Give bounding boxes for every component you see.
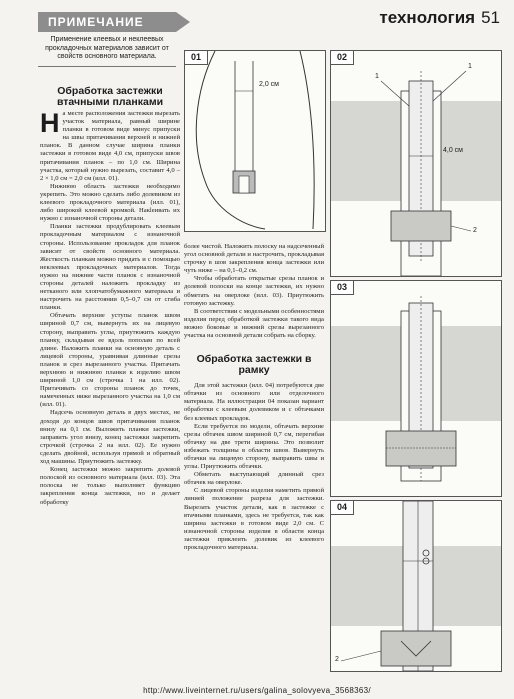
text-column-2 <box>184 243 324 552</box>
paragraph: Чтобы обработать открытые срезы планок и долевой полоски на конце застежки, их нужно обметать на оверлоке (илл. 03). Приутюжить готовую застежку. <box>184 275 324 307</box>
figure-04-drawing <box>331 501 501 671</box>
paragraph: а месте расположения застежки вырезать участок материала, равный ширине планки в готовом виде минус припуски на швы притачивания верхней и нижней планок. В данном случае ширина планки застежки в готовом виде 4,0 см, припуски швов притачивания планок – по 1,0 см. Ширина участка, который нужно вырезать, составит 4,0 – 2 × 1,0 см = 2,0 см (илл. 01). <box>40 110 180 182</box>
paragraph: Нижнюю область застежки необходимо укрепить. Это можно сделать либо долевиком из клеевого прокладочного материала (илл. 01), либо широкой клеевой кромкой. Накleивать их нужно с изнаночной стороны детали. <box>40 182 180 223</box>
paragraph: Надсечь основную деталь в двух местах, не доходя до концов швов притачивания планок внизу на 0,1 см. Выложить планки застежки, заправить угол внизу, конец застежки закрепить строчкой (строчка 2 на илл. 02). Ее нужно сделать двойной, используя прямой и обратный ход машины. Приутюжить застежку. <box>40 409 180 466</box>
dropcap: Н <box>40 108 60 138</box>
page-header <box>379 8 500 28</box>
figure-number: 03 <box>331 281 354 295</box>
figure-number: 04 <box>331 501 354 515</box>
callout-2: 2 <box>473 227 477 234</box>
paragraph: С лицевой стороны изделия наметить прямой линией положение разреза для застежки. Вырезать участок детали, как в застежке с втачными планками, здесь не требуется, так как ширина застежки в готовом виде 2,0 см. С изнаночной стороны изделия в области конца застежки приклеить долевик из клеевого прокладочного материала. <box>184 487 324 551</box>
figure-number: 01 <box>185 51 208 65</box>
paragraph: более чистой. Наложить полоску на надсеченный угол основной детали и настрочить, прокладывая строчку в шов закрепления конца застежки или чуть ниже – на 0,1–0,2 см. <box>184 243 324 275</box>
paragraph: Обтачать верхние уступы планок швом шириной 0,7 см, вывернуть их на лицевую сторону, выправить углы, приутюжить каждую планку, складывая ее вдоль пополам по всей длине. Наложить планки на основную деталь с лицевой стороны, уравнивая длинные срезы планок и срез вырезанного участка. Притачать верхнюю и нижнюю планки к изделию швом шириной 1,0 см (строчка 1 на илл. 02). Притачивать со стороны планок до точек, намеченных ниже вырезанного участка на 1,0 см (илл. 01). <box>40 312 180 409</box>
dimension-label: 2,0 см <box>259 81 279 88</box>
paragraph: Конец застежки можно закрепить долевой полоской из основного материала (илл. 03). Эта полоска не только выполняет функцию закрепления конца застежки, но и делает обработку <box>40 466 180 506</box>
callout-1: 1 <box>375 73 379 80</box>
figure-03-drawing <box>331 281 501 496</box>
dimension-label: 4,0 см <box>443 147 463 154</box>
paragraph: Планки застежки продублировать клеевым прокладочным материалом с изнаночной стороны. Использование прокладок для планок зависит от свойств основного материала. Жесткость планкам можно придать и с помощью неклеевых прокладочных материалов. Тогда нужно на нижние части планок с изнаночной стороны деталей наложить прокладку из нетканого или хлопчатобумажного материала и настрочить на расстоянии 0,5–0,7 см от сгиба планки. <box>40 223 180 312</box>
note-text: Применение клеевых и неклеевых прокладочных материалов зависит от свойств основного материала. <box>38 36 176 67</box>
source-url[interactable]: http://www.liveinternet.ru/users/galina_solovyeva_3568363/ <box>143 686 371 695</box>
figure-04 <box>330 500 502 672</box>
section1-title: Обработка застежки втачными планками <box>56 85 164 108</box>
callout-1: 1 <box>468 63 472 70</box>
section-title: технология <box>379 8 476 27</box>
page-number: 51 <box>481 8 500 27</box>
section2-title: Обработка застежки в рамку <box>196 353 312 377</box>
callout-2: 2 <box>335 656 339 663</box>
paragraph: В соответствии с модельными особенностями изделия перед обработкой застежки такого вида можно боковые и нижний срезы вырезанного участка на основной детали собрать на сборку. <box>184 307 324 340</box>
paragraph: Для этой застежки (илл. 04) потребуются две обтачки из основного или отделочного материала. На иллюстрации 04 показан вариант обработки с клеевым долевиком и с обтачками без клеевых прокладок. <box>184 382 324 422</box>
paragraph: Обметать выступающий длинный срез обтачек на оверлоке. <box>184 471 324 487</box>
figure-01 <box>184 50 326 232</box>
note-label: ПРИМЕЧАНИЕ <box>38 12 176 32</box>
figure-number: 02 <box>331 51 354 65</box>
figure-03 <box>330 280 502 497</box>
paragraph: Если требуется по модели, обтачать верхние срезы обтачек швом шириной 0,7 см, перегибая обтачку на две трети ширины. Это позволит избежать толщины в области швов. Вывернуть обтачки на лицевую сторону, выправить швы и углы. Приутюжить обтачки. <box>184 422 324 471</box>
figure-02-drawing <box>331 51 501 276</box>
figure-02 <box>330 50 502 277</box>
text-column-1 <box>40 110 180 507</box>
figure-01-drawing <box>185 51 325 231</box>
